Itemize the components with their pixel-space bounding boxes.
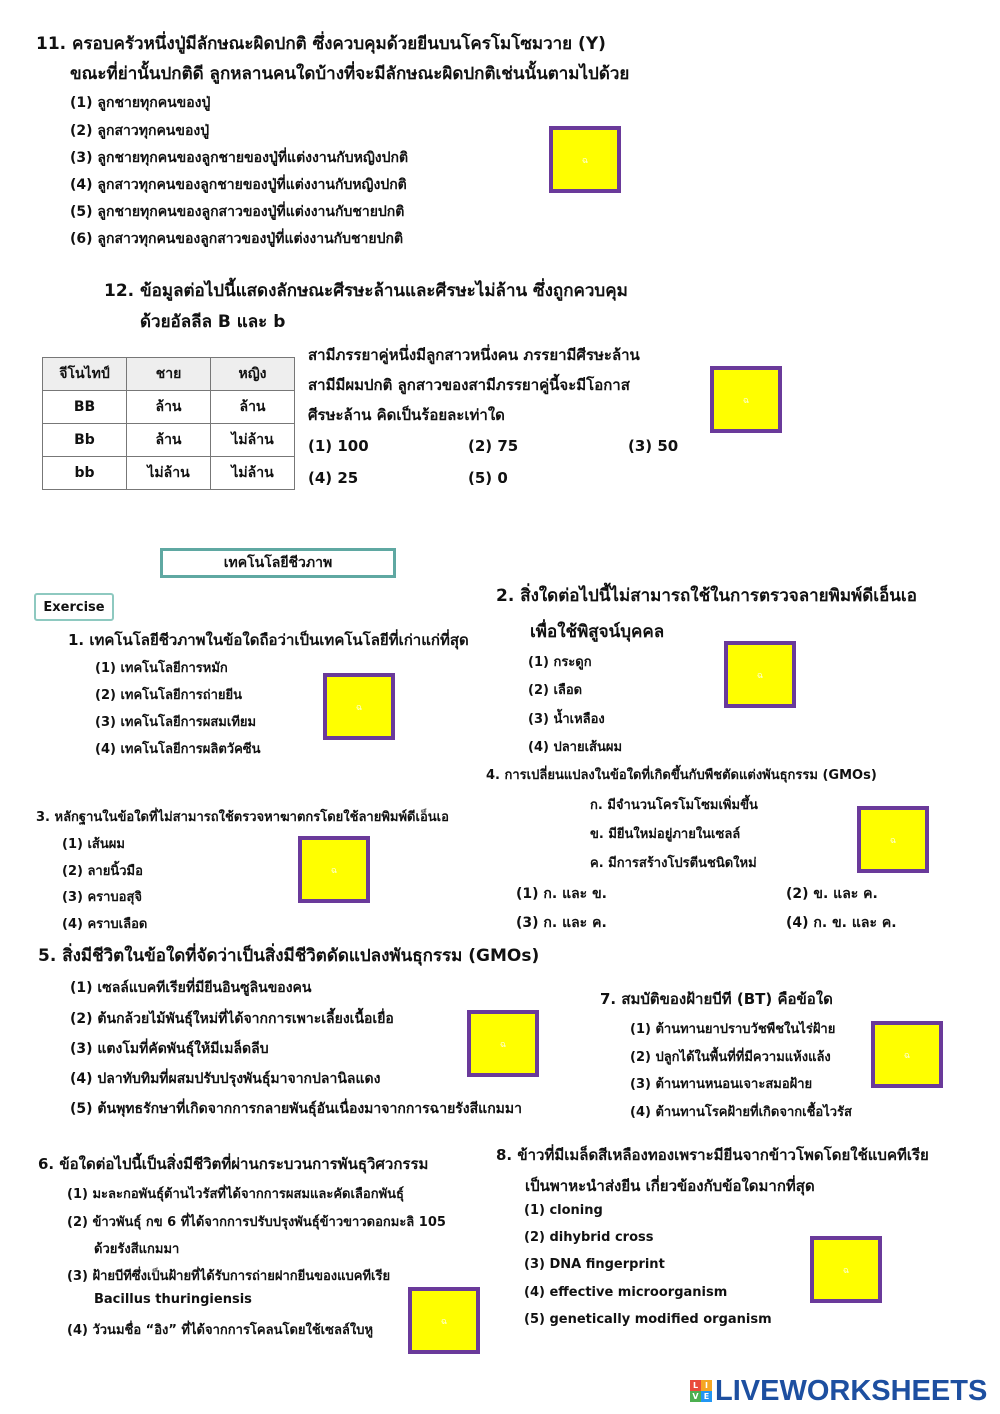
e8-answer-box[interactable] (810, 1236, 882, 1303)
section-banner: เทคโนโลยีชีวภาพ (160, 548, 396, 578)
answer-box-glyph: ฉ (842, 1265, 850, 1276)
e6-title: 6. ข้อใดต่อไปนี้เป็นสิ่งมีชีวิตที่ผ่านกระบวนการพันธุวิศวกรรม (38, 1155, 429, 1173)
table-row (43, 391, 295, 424)
e7-option-2: (2) ปลูกได้ในพื้นที่ที่มีความแห้งแล้ง (630, 1050, 831, 1065)
q12-option-5: (5) 0 (468, 469, 508, 487)
q11-title-line1: 11. ครอบครัวหนึ่งปู่มีลักษณะผิดปกติ ซึ่งควบคุมด้วยยีนบนโครโมโซมวาย (Y) (36, 34, 606, 54)
e2-option-3: (3) น้ำเหลือง (528, 712, 605, 727)
e1-option-2: (2) เทคโนโลยีการถ่ายยีน (95, 688, 243, 703)
table-cell: Bb (43, 424, 127, 457)
q12-option-3: (3) 50 (628, 437, 679, 455)
e5-option-1: (1) เซลล์แบคทีเรียที่มียีนอินซูลินของคน (70, 980, 312, 996)
e4-item-3: ค. มีการสร้างโปรตีนชนิดใหม่ (590, 856, 757, 871)
e4-option-4: (4) ก. ข. และ ค. (786, 915, 897, 931)
q12-text-line1: สามีภรรยาคู่หนึ่งมีลูกสาวหนึ่งคน ภรรยามีศีรษะล้าน (308, 346, 640, 364)
q11-option-5: (5) ลูกชายทุกคนของลูกสาวของปู่ที่แต่งงานกับชายปกติ (70, 204, 405, 220)
answer-box-glyph: ฉ (581, 155, 589, 166)
liveworksheets-logo-icon (690, 1380, 712, 1402)
q12-title-line1: 12. ข้อมูลต่อไปนี้แสดงลักษณะศีรษะล้านและศีรษะไม่ล้าน ซึ่งถูกควบคุม (104, 281, 628, 301)
e4-title: 4. การเปลี่ยนแปลงในข้อใดที่เกิดขึ้นกับพืชตัดแต่งพันธุกรรม (GMOs) (486, 768, 877, 783)
q11-option-2: (2) ลูกสาวทุกคนของปู่ (70, 123, 210, 139)
e5-option-2: (2) ต้นกล้วยไม้พันธุ์ใหม่ที่ได้จากการเพาะเลี้ยงเนื้อเยื่อ (70, 1011, 394, 1027)
e6-option-3: (3) ฝ้ายบีทีซึ่งเป็นฝ้ายที่ได้รับการถ่ายฝากยีนของแบคทีเรีย (67, 1269, 391, 1284)
q12-text-line3: ศีรษะล้าน คิดเป็นร้อยละเท่าใด (308, 406, 505, 424)
e4-item-2: ข. มียีนใหม่อยู่ภายในเซลล์ (590, 827, 741, 842)
table-row (43, 457, 295, 490)
e4-item-1: ก. มีจำนวนโครโมโซมเพิ่มขึ้น (590, 798, 758, 813)
q11-option-3: (3) ลูกชายทุกคนของลูกชายของปู่ที่แต่งงานกับหญิงปกติ (70, 150, 409, 166)
q12-option-1: (1) 100 (308, 437, 369, 455)
e6-answer-box[interactable] (408, 1287, 480, 1354)
table-cell: ไม่ล้าน (127, 457, 211, 490)
table-cell: ไม่ล้าน (211, 424, 295, 457)
table-header-cell: ชาย (127, 358, 211, 391)
q12-text-line2: สามีมีผมปกติ ลูกสาวของสามีภรรยาคู่นี้จะมีโอกาส (308, 376, 630, 394)
e2-answer-box[interactable] (724, 641, 796, 708)
q12-option-4: (4) 25 (308, 469, 359, 487)
answer-box-glyph: ฉ (756, 670, 764, 681)
answer-box-glyph: ฉ (355, 702, 363, 713)
answer-box-glyph: ฉ (330, 865, 338, 876)
q11-title-line2: ขณะที่ย่านั้นปกติดี ลูกหลานคนใดบ้างที่จะมีลักษณะผิดปกติเช่นนั้นตามไปด้วย (70, 64, 630, 84)
e8-option-1: (1) cloning (524, 1203, 603, 1218)
genotype-table (42, 357, 295, 490)
e8-option-3: (3) DNA fingerprint (524, 1257, 665, 1272)
e1-option-4: (4) เทคโนโลยีการผลิตวัคซีน (95, 742, 261, 757)
logo-letter: L (690, 1380, 701, 1391)
logo-letter: V (690, 1391, 701, 1402)
q11-option-4: (4) ลูกสาวทุกคนของลูกชายของปู่ที่แต่งงานกับหญิงปกติ (70, 177, 407, 193)
e3-option-4: (4) คราบเลือด (62, 917, 148, 932)
answer-box-glyph: ฉ (903, 1050, 911, 1061)
liveworksheets-brand (690, 1374, 987, 1408)
e1-answer-box[interactable] (323, 673, 395, 740)
table-header-cell: จีโนไทป์ (43, 358, 127, 391)
e3-answer-box[interactable] (298, 836, 370, 903)
table-row (43, 358, 295, 391)
e2-option-4: (4) ปลายเส้นผม (528, 740, 623, 755)
table-cell: ล้าน (127, 424, 211, 457)
exercise-badge: Exercise (34, 593, 114, 621)
table-header-cell: หญิง (211, 358, 295, 391)
liveworksheets-wordmark: LIVEWORKSHEETS (715, 1374, 988, 1407)
e8-option-2: (2) dihybrid cross (524, 1230, 654, 1245)
e2-option-1: (1) กระดูก (528, 655, 592, 670)
e6-option-2-cont: ด้วยรังสีแกมมา (94, 1242, 180, 1257)
e5-option-4: (4) ปลาทับทิมที่ผสมปรับปรุงพันธุ์มาจากปลานิลแดง (70, 1071, 381, 1087)
table-cell: ล้าน (211, 391, 295, 424)
table-cell: ไม่ล้าน (211, 457, 295, 490)
e8-option-4: (4) effective microorganism (524, 1285, 728, 1300)
e4-option-1: (1) ก. และ ข. (516, 886, 607, 902)
e5-title: 5. สิ่งมีชีวิตในข้อใดที่จัดว่าเป็นสิ่งมีชีวิตดัดแปลงพันธุกรรม (GMOs) (38, 946, 540, 966)
e8-title-line1: 8. ข้าวที่มีเมล็ดสีเหลืองทองเพราะมียีนจากข้าวโพดโดยใช้แบคทีเรีย (496, 1146, 929, 1164)
e6-option-2: (2) ข้าวพันธุ์ กข 6 ที่ได้จากการปรับปรุงพันธุ์ข้าวขาวดอกมะลิ 105 (67, 1215, 446, 1230)
table-row (43, 424, 295, 457)
q11-answer-box[interactable] (549, 126, 621, 193)
q12-title-line2: ด้วยอัลลีล B และ b (140, 312, 286, 332)
e8-title-line2: เป็นพาหะนำส่งยีน เกี่ยวข้องกับข้อใดมากที่สุด (525, 1177, 815, 1195)
q12-answer-box[interactable] (710, 366, 782, 433)
e3-option-2: (2) ลายนิ้วมือ (62, 864, 143, 879)
e7-option-3: (3) ต้านทานหนอนเจาะสมอฝ้าย (630, 1077, 813, 1092)
q11-option-1: (1) ลูกชายทุกคนของปู่ (70, 95, 211, 111)
logo-letter: E (701, 1391, 712, 1402)
table-cell: ล้าน (127, 391, 211, 424)
e3-option-1: (1) เส้นผม (62, 837, 125, 852)
answer-box-glyph: ฉ (742, 395, 750, 406)
e7-option-4: (4) ต้านทานโรคฝ้ายที่เกิดจากเชื้อไวรัส (630, 1105, 852, 1120)
q12-option-2: (2) 75 (468, 437, 519, 455)
e2-option-2: (2) เลือด (528, 683, 583, 698)
logo-letter: I (701, 1380, 712, 1391)
e7-option-1: (1) ต้านทานยาปราบวัชพืชในไร่ฝ้าย (630, 1022, 836, 1037)
answer-box-glyph: ฉ (499, 1039, 507, 1050)
e4-answer-box[interactable] (857, 806, 929, 873)
e3-title: 3. หลักฐานในข้อใดที่ไม่สามารถใช้ตรวจหาฆาตกรโดยใช้ลายพิมพ์ดีเอ็นเอ (36, 810, 449, 825)
e6-option-4: (4) วัวนมชื่อ “อิง” ที่ได้จากการโคลนโดยใช้เซลล์ใบหู (67, 1323, 374, 1338)
e1-option-3: (3) เทคโนโลยีการผสมเทียม (95, 715, 257, 730)
e5-answer-box[interactable] (467, 1010, 539, 1077)
e1-option-1: (1) เทคโนโลยีการหมัก (95, 661, 228, 676)
e3-option-3: (3) คราบอสุจิ (62, 890, 143, 905)
e2-title-line2: เพื่อใช้พิสูจน์บุคคล (530, 622, 665, 642)
e7-title: 7. สมบัติของฝ้ายบีที (BT) คือข้อใด (600, 990, 833, 1008)
q11-option-6: (6) ลูกสาวทุกคนของลูกสาวของปู่ที่แต่งงานกับชายปกติ (70, 231, 404, 247)
e7-answer-box[interactable] (871, 1021, 943, 1088)
answer-box-glyph: ฉ (889, 835, 897, 846)
e6-option-1: (1) มะละกอพันธุ์ต้านไวรัสที่ได้จากการผสมและคัดเลือกพันธุ์ (67, 1187, 404, 1202)
table-cell: bb (43, 457, 127, 490)
table-cell: BB (43, 391, 127, 424)
answer-box-glyph: ฉ (440, 1316, 448, 1327)
e5-option-3: (3) แตงโมที่คัดพันธุ์ให้มีเมล็ดลีบ (70, 1041, 269, 1057)
e6-option-3-cont: Bacillus thuringiensis (94, 1292, 252, 1307)
e5-option-5: (5) ต้นพุทธรักษาที่เกิดจากการกลายพันธุ์อันเนื่องมาจากการฉายรังสีแกมมา (70, 1101, 522, 1117)
e8-option-5: (5) genetically modified organism (524, 1312, 772, 1327)
e2-title-line1: 2. สิ่งใดต่อไปนี้ไม่สามารถใช้ในการตรวจลายพิมพ์ดีเอ็นเอ (496, 586, 917, 606)
e4-option-2: (2) ข. และ ค. (786, 886, 878, 902)
e4-option-3: (3) ก. และ ค. (516, 915, 607, 931)
e1-title: 1. เทคโนโลยีชีวภาพในข้อใดถือว่าเป็นเทคโนโลยีที่เก่าแก่ที่สุด (68, 631, 469, 649)
